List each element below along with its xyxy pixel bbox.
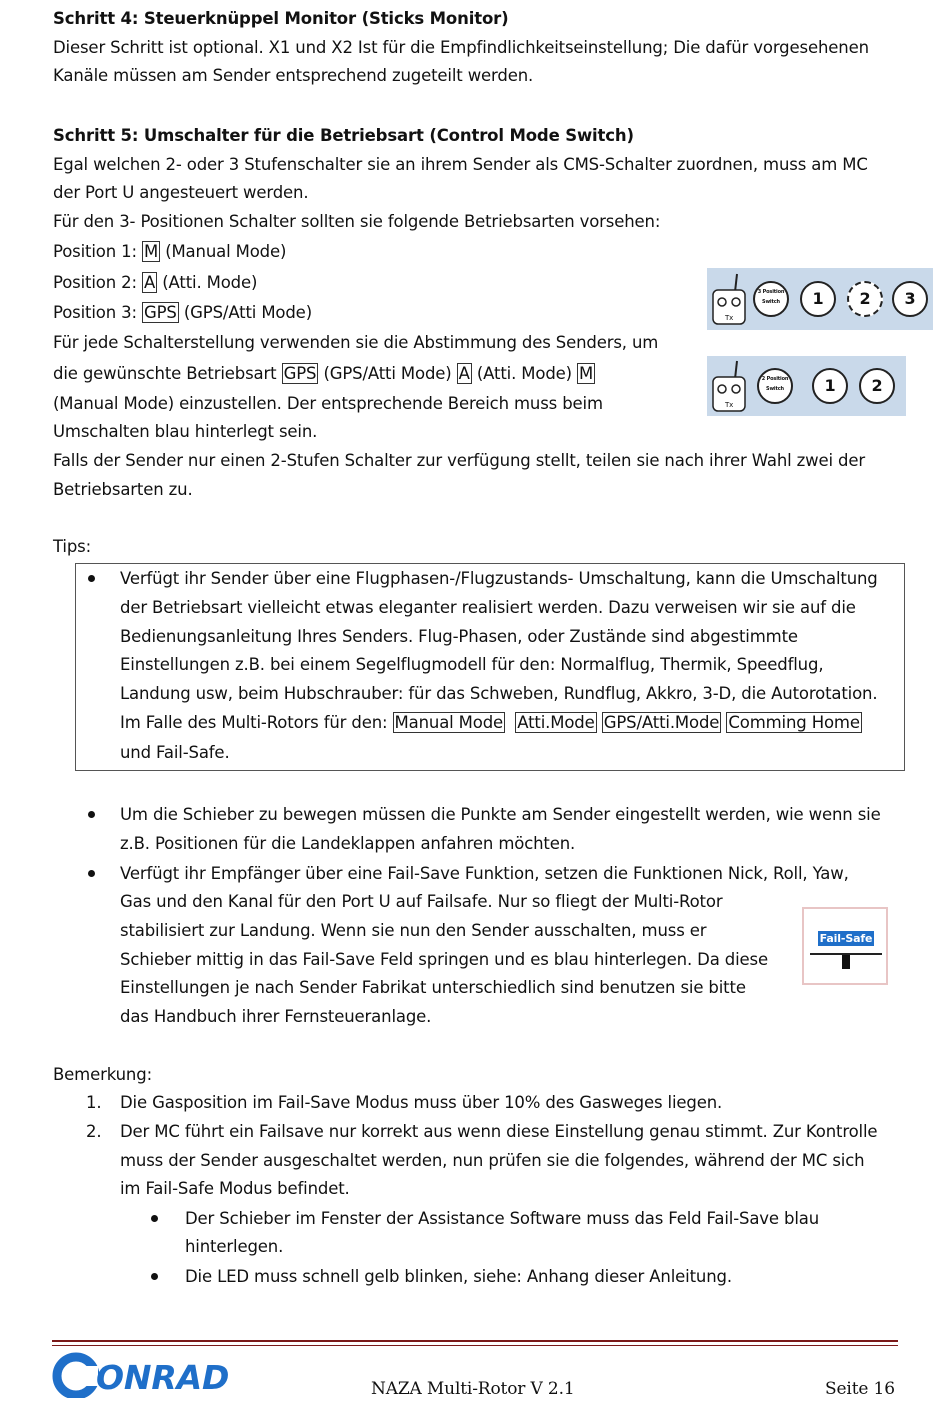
tips-line: Schieber mittig in das Fail-Save Feld springen und es blau hinterlegen. Da diese <box>120 950 768 969</box>
step4-heading: Schritt 4: Steuerknüppel Monitor (Sticks Monitor) <box>53 9 509 28</box>
tips-modes-line: Im Falle des Multi-Rotors für den: Manual Mode Atti.Mode GPS/Atti.Mode Comming Home <box>120 713 860 732</box>
mode-box-atti: Atti.Mode <box>517 713 595 732</box>
tips-line: der Betriebsart vielleicht etwas eleganter realisiert werden. Dazu verweisen wir sie auf die <box>120 598 856 617</box>
remarks-line: muss der Sender ausgeschaltet werden, nun prüfen sie die folgendes, während der MC sich <box>120 1151 865 1170</box>
position-dial: 3 <box>892 281 928 317</box>
mode-box-coming-home: Comming Home <box>728 713 860 732</box>
mode-box-manual: Manual Mode <box>394 713 504 732</box>
tips-line: Gas und den Kanal für den Port U auf Failsafe. Nur so fliegt der Multi-Rotor <box>120 892 723 911</box>
mode-box-gps-atti: GPS/Atti.Mode <box>603 713 720 732</box>
mode-box-gps: GPS <box>283 364 317 383</box>
footer-rule <box>52 1340 898 1346</box>
step4-line: Dieser Schritt ist optional. X1 und X2 Ist für die Empfindlichkeitseinstellung; Die dafür vorgesehenen <box>53 38 869 57</box>
page-number: Seite 16 <box>825 1379 895 1399</box>
remarks-line: Die Gasposition im Fail-Save Modus muss über 10% des Gasweges liegen. <box>120 1093 723 1112</box>
tips-line: stabilisiert zur Landung. Wenn sie nun den Sender ausschalten, muss er <box>120 921 707 940</box>
remarks-line: hinterlegen. <box>185 1237 284 1256</box>
tips-line: Landung usw, beim Hubschrauber: für das Schweben, Rundflug, Akkro, 3-D, die Autorotation. <box>120 684 878 703</box>
tx-label: Tx <box>725 314 734 322</box>
bullet <box>151 1215 158 1222</box>
tips-line: Einstellungen je nach Sender Fabrikat unterschiedlich sind benutzen sie bitte <box>120 978 746 997</box>
slider-knob <box>842 955 850 969</box>
footer-title: NAZA Multi-Rotor V 2.1 <box>371 1379 575 1399</box>
mode-box-m: M <box>144 242 159 261</box>
tips-line: z.B. Positionen für die Landeklappen anfahren möchten. <box>120 834 576 853</box>
tips-line: das Handbuch ihrer Fernsteueranlage. <box>120 1007 432 1026</box>
tips-line: Um die Schieber zu bewegen müssen die Punkte am Sender eingestellt werden, wie wenn sie <box>120 805 881 824</box>
position-1: Position 1: M (Manual Mode) <box>53 242 287 261</box>
list-number: 1. <box>86 1093 102 1112</box>
step5-line: Egal welchen 2- oder 3 Stufenschalter sie an ihrem Sender als CMS-Schalter zuordnen, muss am MC <box>53 155 868 174</box>
bullet <box>88 870 95 877</box>
bullet <box>88 575 95 582</box>
switch-type-dial: 3 Position Switch <box>753 281 789 317</box>
list-number: 2. <box>86 1122 102 1141</box>
tips-line: und Fail-Safe. <box>120 743 230 762</box>
tips-line: Bedienungsanleitung Ihres Senders. Flug-Phasen, oder Zustände sind abgestimmte <box>120 627 798 646</box>
tx-label: Tx <box>725 401 734 409</box>
step5-line: Falls der Sender nur einen 2-Stufen Schalter zur verfügung stellt, teilen sie nach ihrer Wahl zwei der <box>53 451 866 470</box>
step4-line: Kanäle müssen am Sender entsprechend zugeteilt werden. <box>53 66 534 85</box>
position-dial: 1 <box>800 281 836 317</box>
remarks-line: im Fail-Safe Modus befindet. <box>120 1179 350 1198</box>
switch-type-dial: 2 Position Switch <box>757 368 793 404</box>
step5-line: die gewünschte Betriebsart GPS (GPS/Atti Mode) A (Atti. Mode) M <box>53 364 594 383</box>
step5-line: Für jede Schalterstellung verwenden sie die Abstimmung des Senders, um <box>53 333 659 352</box>
failsafe-slider-figure <box>802 907 888 985</box>
position-2: Position 2: A (Atti. Mode) <box>53 273 258 292</box>
tips-line: Verfügt ihr Empfänger über eine Fail-Save Funktion, setzen die Funktionen Nick, Roll, Yaw, <box>120 864 849 883</box>
svg-text:ONRAD: ONRAD <box>96 1358 230 1397</box>
mode-box-a: A <box>144 273 156 292</box>
tips-line: Verfügt ihr Sender über eine Flugphasen-/Flugzustands- Umschaltung, kann die Umschaltung <box>120 569 878 588</box>
two-position-switch-figure <box>707 356 906 416</box>
step5-line: Umschalten blau hinterlegt sein. <box>53 422 318 441</box>
step5-line: (Manual Mode) einzustellen. Der entsprechende Bereich muss beim <box>53 394 603 413</box>
bullet <box>88 811 95 818</box>
three-position-switch-figure <box>707 268 933 330</box>
position-dial: 2 <box>859 368 895 404</box>
step5-line: Betriebsarten zu. <box>53 480 193 499</box>
remarks-line: Der MC führt ein Failsave nur korrekt aus wenn diese Einstellung genau stimmt. Zur Kontrolle <box>120 1122 878 1141</box>
mode-box-gps: GPS <box>144 303 177 322</box>
failsafe-label: Fail-Safe <box>819 932 873 945</box>
step5-line: Für den 3- Positionen Schalter sollten sie folgende Betriebsarten vorsehen: <box>53 212 661 231</box>
tips-label: Tips: <box>53 537 92 556</box>
position-3: Position 3: GPS (GPS/Atti Mode) <box>53 303 312 322</box>
remarks-line: Die LED muss schnell gelb blinken, siehe: Anhang dieser Anleitung. <box>185 1267 732 1286</box>
bullet <box>151 1273 158 1280</box>
mode-box-m: M <box>579 364 594 383</box>
remarks-label: Bemerkung: <box>53 1065 152 1084</box>
step5-line: der Port U angesteuert werden. <box>53 183 309 202</box>
mode-box-a: A <box>458 364 470 383</box>
step5-heading: Schritt 5: Umschalter für die Betriebsart (Control Mode Switch) <box>53 126 634 145</box>
remarks-line: Der Schieber im Fenster der Assistance Software muss das Feld Fail-Save blau <box>185 1209 820 1228</box>
position-dial: 1 <box>812 368 848 404</box>
conrad-logo <box>52 1352 240 1398</box>
position-dial: 2 <box>847 281 883 317</box>
tips-line: Einstellungen z.B. bei einem Segelflugmodell für den: Normalflug, Thermik, Speedflug, <box>120 655 824 674</box>
